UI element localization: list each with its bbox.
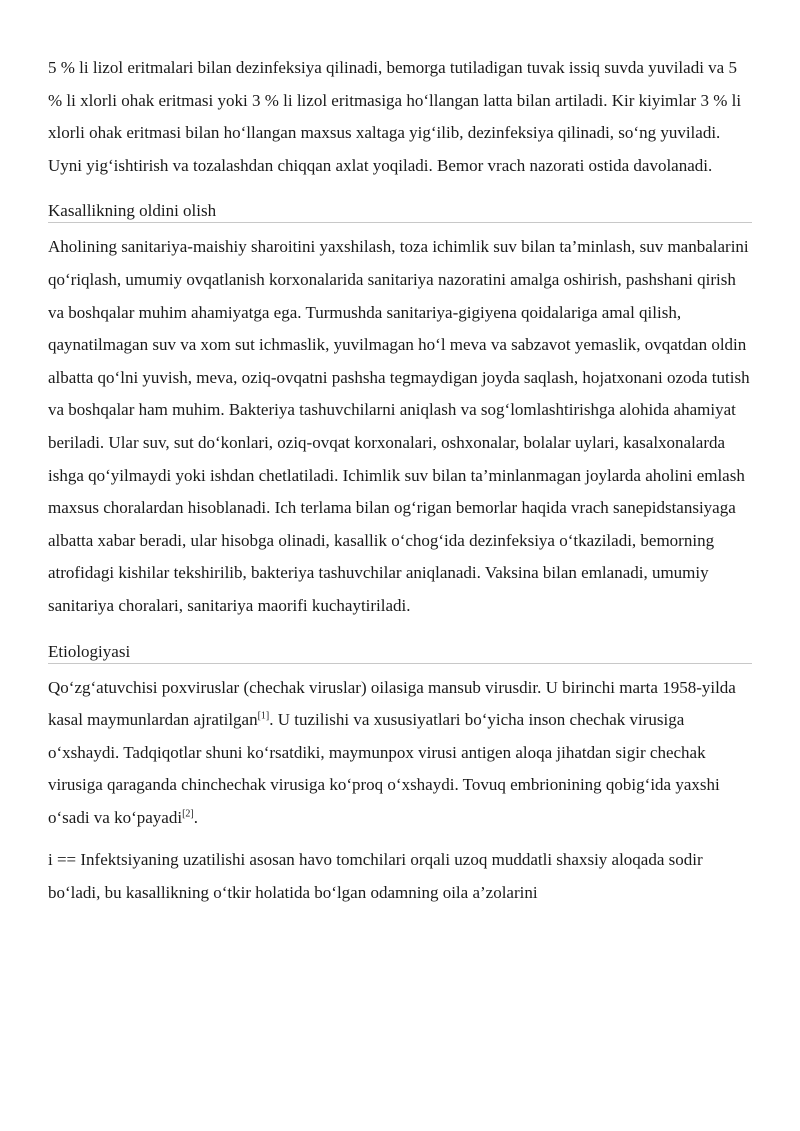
footnote-ref-2[interactable]: [2] <box>182 808 194 820</box>
etiology-text-part-2: . U tuzilishi va xususiyatlari bo‘yicha inson chechak virusiga o‘xshaydi. Tadqiqotlar shuni ko‘rsatdiki, maymunpox virusi antigen aloqa jihatdan sigir chechak virusiga qaraganda chinchechak virusiga ko‘proq o‘xshaydi. Tovuq embrionining qobig‘ida yaxshi o‘sadi va ko‘payadi <box>48 710 720 827</box>
etiology-text-part-3: . <box>193 807 198 827</box>
paragraph-prevention: Aholining sanitariya-maishiy sharoitini yaxshilash, toza ichimlik suv bilan ta’minlash, suv manbalarini qo‘riqlash, umumiy ovqatlanish korxonalarida sanitariya nazoratini amalga oshirish, pashshani qirish va boshqalar muhim ahamiyatga ega. Turmushda sanitariya-gigiyena qoidalariga amal qilish, qaynatilmagan suv va xom sut ichmaslik, yuvilmagan ho‘l meva va sabzavot yemaslik, ovqatdan oldin albatta qo‘lni yuvish, meva, oziq-ovqatni pashsha tegmaydigan joyda saqlash, hojatxonani ozoda tutish va boshqalar ham muhim. Bakteriya tashuvchilarni aniqlash va sog‘lomlashtirishga alohida ahamiyat beriladi. Ular suv, sut do‘konlari, oziq-ovqat korxonalari, oshxonalar, bolalar uylari, kasalxonalarda ishga qo‘yilmaydi yoki ishdan chetlatiladi. Ichimlik suv bilan ta’minlanmagan joylarda aholini emlash maxsus choralardan hisoblanadi. Ich terlama bilan og‘rigan bemorlar haqida vrach sanepidstansiyaga albatta xabar beradi, ular hisobga olinadi, kasallik o‘chog‘ida dezinfeksiya o‘tkaziladi, bemorning atrofidagi kishilar tekshirilib, bakteriya tashuvchilar aniqlanadi. Vaksina bilan emlanadi, umumiy sanitariya choralari, sanitariya maorifi kuchaytiriladi. <box>48 237 750 615</box>
section-heading-prevention: Kasallikning oldini olish <box>48 200 752 223</box>
paragraph-transmission: i == Infektsiyaning uzatilishi asosan havo tomchilari orqali uzoq muddatli shaxsiy aloqada sodir bo‘ladi, bu kasallikning o‘tkir holatida bo‘lgan odamning oila a’zolarini <box>48 850 703 903</box>
paragraph-disinfection: 5 % li lizol eritmalari bilan dezinfeksiya qilinadi, bemorga tutiladigan tuvak issiq suvda yuviladi va 5 % li xlorli ohak eritmasi yoki 3 % li lizol eritmasiga ho‘llangan latta bilan artiladi. Kir kiyimlar 3 % li xlorli ohak eritmasi bilan ho‘llangan maxsus xaltaga yig‘ilib, dezinfeksiya qilinadi, so‘ng yuviladi. Uyni yig‘ishtirish va tozalashdan chiqqan axlat yoqiladi. Bemor vrach nazorati ostida davolanadi. <box>48 58 742 175</box>
document-page <box>48 52 752 910</box>
footnote-ref-1[interactable]: [1] <box>257 710 270 722</box>
etiology-text-part-1: Qo‘zg‘atuvchisi poxviruslar (chechak viruslar) oilasiga mansub virusdir. U birinchi marta 1958-yilda kasal maymunlardan ajratilgan <box>48 677 736 730</box>
section-heading-etiology: Etiologiyasi <box>48 641 752 664</box>
paragraph-etiology <box>48 672 752 835</box>
